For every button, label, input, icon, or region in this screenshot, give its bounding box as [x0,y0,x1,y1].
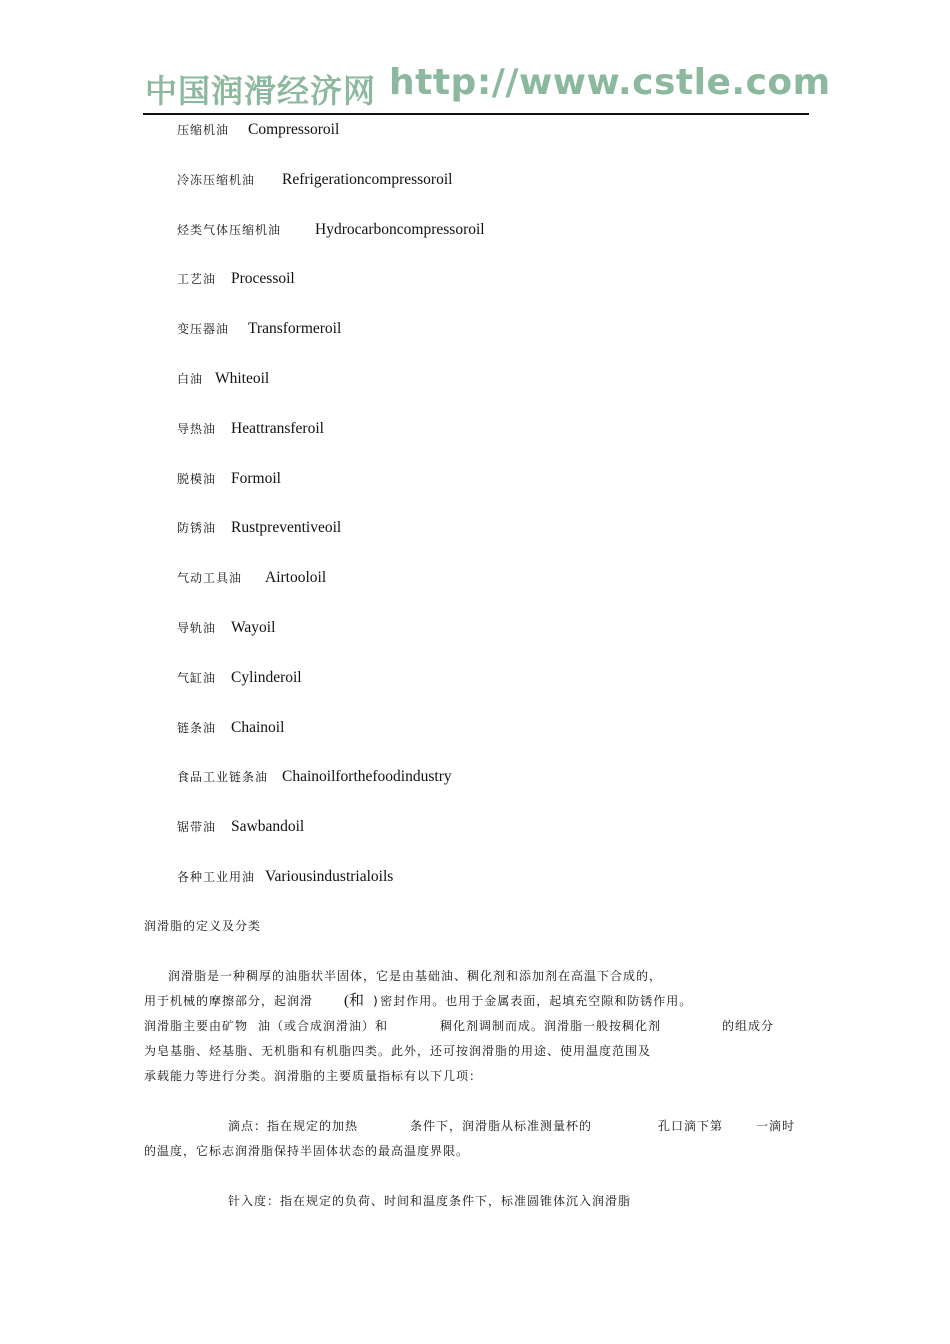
term-chinese: 压缩机油 [177,123,230,137]
term-chinese: 食品工业链条油 [177,770,269,784]
term-chinese: 气缸油 [177,671,217,685]
text-line: 稠化剂调制而成。润滑脂一般按稠化剂 [440,1019,662,1033]
text-line: 用于机械的摩擦部分，起润滑 [144,994,314,1008]
term-english: Chainoil [231,719,285,736]
text-line: 滴点：指在规定的加热 [228,1119,359,1133]
site-logo-chinese: 中国润滑经济网 [145,72,377,110]
term-chinese: 导热油 [177,422,217,436]
term-chinese: 锯带油 [177,820,217,834]
term-chinese: 导轨油 [177,621,217,635]
text-line: 润滑脂是一种稠厚的油脂状半固体，它是由基础油、稠化剂和添加剂在高温下合成的， [168,969,663,983]
term-chinese: 防锈油 [177,521,217,535]
site-logo-url: http://www.cstle.com [389,62,831,103]
term-chinese: 变压器油 [177,322,230,336]
term-english: Whiteoil [215,370,270,387]
text-line: 一滴时 [756,1119,796,1133]
text-line: 条件下，润滑脂从标准测量杯的 [410,1119,593,1133]
header-divider [143,113,809,115]
text-line: (和 [344,993,364,1009]
term-english: Airtooloil [265,569,327,586]
term-english: Sawbandoil [231,818,305,835]
term-chinese: 冷冻压缩机油 [177,173,256,187]
term-english: Processoil [231,270,295,287]
term-english: Hydrocarboncompressoroil [315,221,485,238]
term-chinese: 工艺油 [177,272,217,286]
text-line: 为皂基脂、烃基脂、无机脂和有机脂四类。此外，还可按润滑脂的用途、使用温度范围及 [144,1044,652,1058]
term-english: Cylinderoil [231,669,302,686]
term-chinese: 脱模油 [177,472,217,486]
term-english: Variousindustrialoils [265,868,394,885]
term-chinese: 烃类气体压缩机油 [177,223,282,237]
term-chinese: 气动工具油 [177,571,243,585]
section-heading: 润滑脂的定义及分类 [144,919,262,933]
text-line: 针入度：指在规定的负荷、时间和温度条件下，标准圆锥体沉入润滑脂 [228,1194,632,1208]
term-chinese: 链条油 [177,721,217,735]
term-english: Wayoil [231,619,276,636]
term-english: Formoil [231,470,281,487]
term-english: Compressoroil [248,121,340,138]
text-line: 孔口滴下第 [658,1119,724,1133]
text-line: 润滑脂主要由矿物 [144,1019,249,1033]
text-line: )密封作用。也用于金属表面，起填充空隙和防锈作用。 [372,994,693,1008]
term-english: Chainoilforthefoodindustry [282,768,452,785]
text-line: 的温度，它标志润滑脂保持半固体状态的最高温度界限。 [144,1144,470,1158]
term-chinese: 各种工业用油 [177,870,256,884]
term-chinese: 白油 [177,372,204,386]
term-english: Rustpreventiveoil [231,519,342,536]
text-line: 油（或合成润滑油）和 [258,1019,389,1033]
text-line: 承载能力等进行分类。润滑脂的主要质量指标有以下几项： [144,1069,483,1083]
term-english: Heattransferoil [231,420,324,437]
text-line: 的组成分 [722,1019,775,1033]
term-english: Refrigerationcompressoroil [282,171,453,188]
term-english: Transformeroil [248,320,342,337]
site-banner [145,62,831,110]
